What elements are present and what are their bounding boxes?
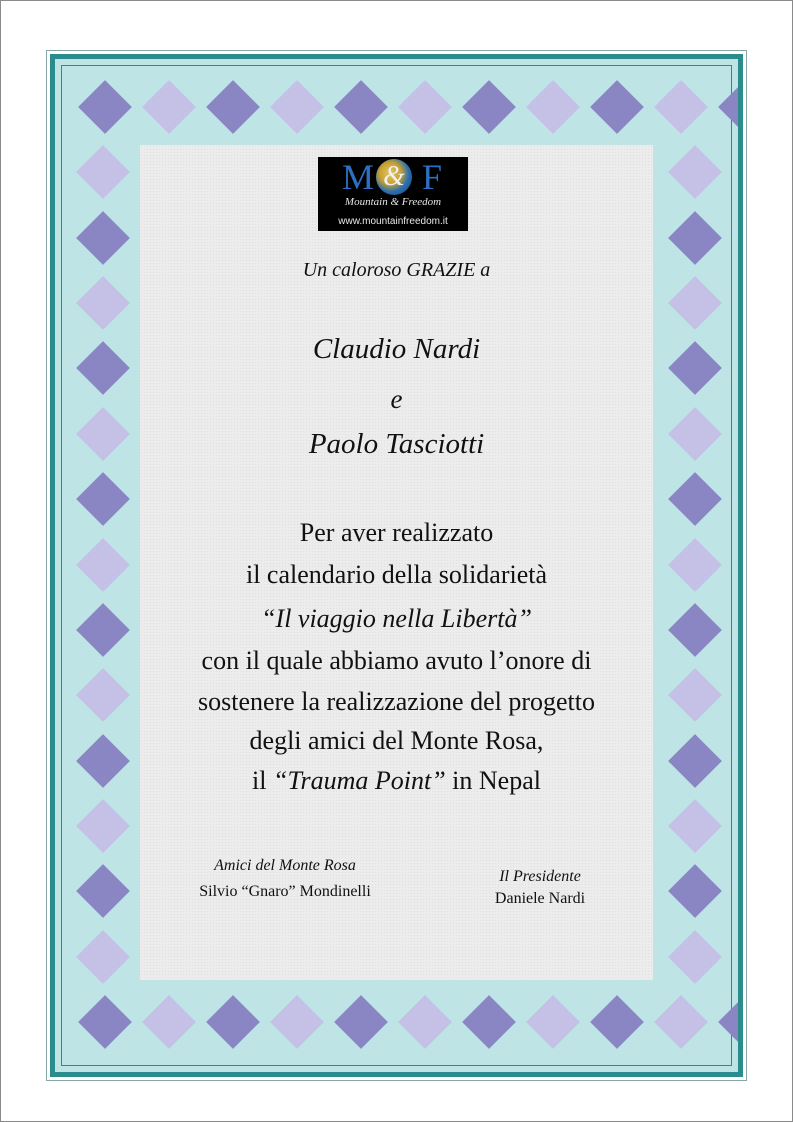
signature-left <box>160 855 410 903</box>
logo-url: www.mountainfreedom.it <box>338 216 448 227</box>
logo-letter-f: F <box>421 157 445 197</box>
logo <box>318 157 468 231</box>
message-line-4: con il quale abbiamo avuto l’onore di <box>201 646 592 675</box>
signature-right-role: Il Presidente <box>499 868 581 885</box>
message-line-7-project: “Trauma Point” <box>272 766 446 795</box>
logo-tagline: Mountain & Freedom <box>344 196 442 208</box>
signature-right-name: Daniele Nardi <box>494 890 586 907</box>
message-line-2: il calendario della solidarietà <box>245 560 548 589</box>
message-line-7 <box>140 766 653 796</box>
thanks-line: Un caloroso GRAZIE a <box>302 259 491 281</box>
message-line-5: sostenere la realizzazione del progetto <box>197 687 596 716</box>
logo-letter-m: M <box>341 157 376 197</box>
recipient-conjunction: e <box>390 384 403 414</box>
signature-left-role: Amici del Monte Rosa <box>214 857 356 874</box>
recipient-second: Paolo Tasciotti <box>308 428 485 460</box>
message-line-7-prefix: il <box>252 766 273 795</box>
signature-left-name: Silvio “Gnaro” Mondinelli <box>199 883 371 900</box>
logo-ampersand: & <box>383 161 405 192</box>
recipient-first: Claudio Nardi <box>312 333 481 365</box>
message-line-6: degli amici del Monte Rosa, <box>249 726 544 755</box>
message-line-7-suffix: in Nepal <box>445 766 541 795</box>
message-line-3: “Il viaggio nella Libertà” <box>261 604 532 633</box>
signature-right <box>460 866 620 910</box>
message-line-1: Per aver realizzato <box>299 518 494 547</box>
